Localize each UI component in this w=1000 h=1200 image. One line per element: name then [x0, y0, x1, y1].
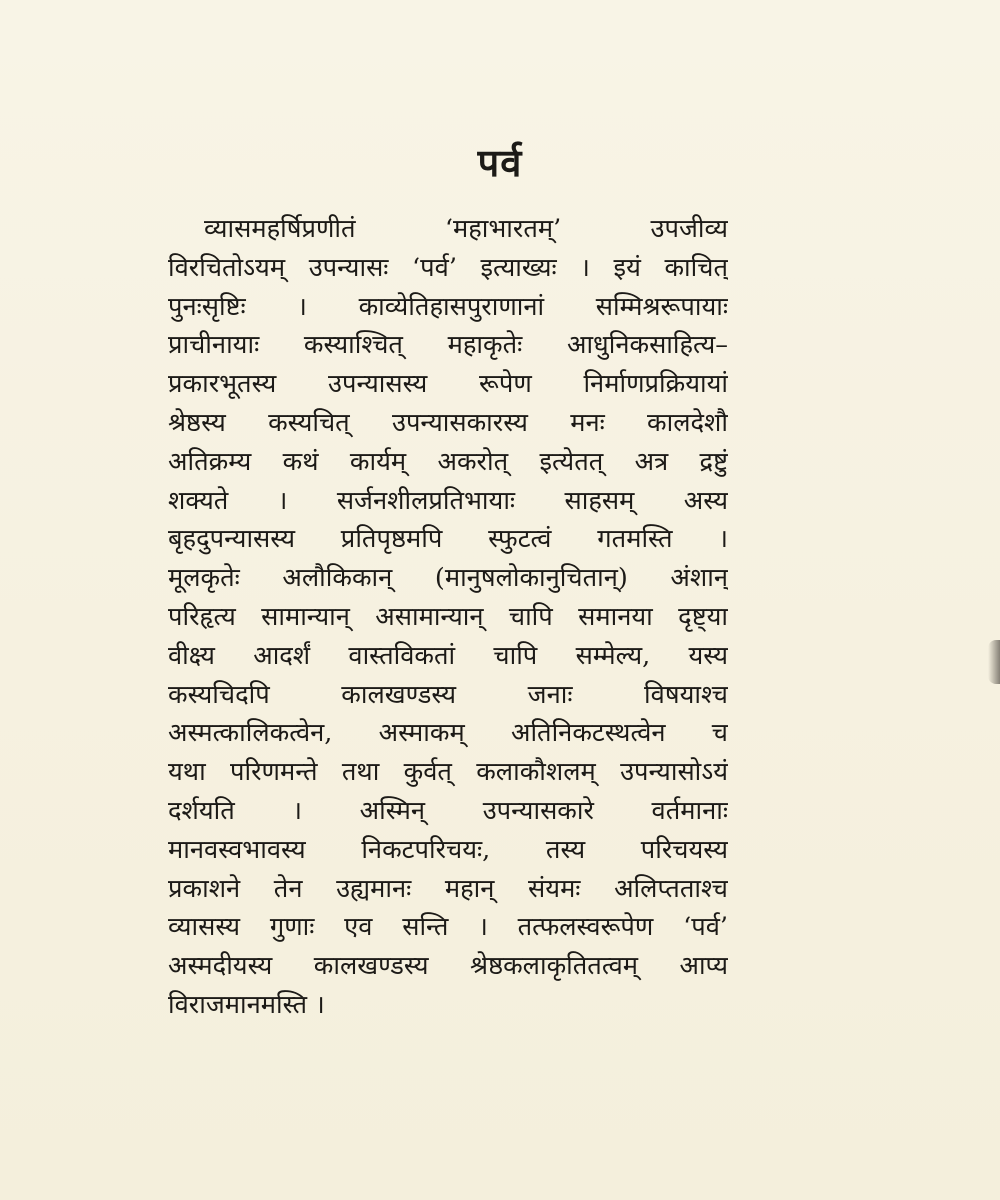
- text-line: श्रेष्ठस्य कस्यचित् उपन्यासकारस्य मनः कालदेशौ: [168, 407, 728, 438]
- text-line: दर्शयति । अस्मिन् उपन्यासकारे वर्तमानाः: [168, 795, 728, 826]
- text-line: यथा परिणमन्ते तथा कुर्वत् कलाकौशलम् उपन्यासोऽयं: [168, 757, 728, 788]
- text-line: अस्मदीयस्य कालखण्डस्य श्रेष्ठकलाकृतितत्वम् आप्य: [168, 951, 728, 982]
- text-line: प्रकारभूतस्य उपन्यासस्य रूपेण निर्माणप्रक्रियायां: [168, 369, 728, 400]
- text-line: वीक्ष्य आदर्शं वास्तविकतां चापि सम्मेल्य, यस्य: [168, 640, 728, 671]
- text-line: व्यासस्य गुणाः एव सन्ति । तत्फलस्वरूपेण ‘पर्व’: [168, 912, 728, 943]
- text-line: अस्मत्कालिकत्वेन, अस्माकम् अतिनिकटस्थत्वेन च: [168, 718, 728, 749]
- text-line: कस्यचिदपि कालखण्डस्य जनाः विषयाश्च: [168, 679, 728, 710]
- text-line: मानवस्वभावस्य निकटपरिचयः, तस्य परिचयस्य: [168, 834, 728, 865]
- text-line: प्राचीनायाः कस्याश्चित् महाकृतेः आधुनिकसाहित्य–: [168, 330, 728, 361]
- text-line: प्रकाशने तेन उह्यमानः महान् संयमः अलिप्तताश्च: [168, 873, 728, 904]
- text-line: बृहदुपन्यासस्य प्रतिपृष्ठमपि स्फुटत्वं गतमस्ति ।: [168, 524, 728, 555]
- text-line: मूलकृतेः अलौकिकान् (मानुषलोकानुचितान्) अंशान्: [168, 563, 728, 594]
- text-line: पुनःसृष्टिः । काव्येतिहासपुराणानां सम्मिश्ररूपायाः: [168, 291, 728, 322]
- paragraph: [168, 210, 728, 1025]
- text-line: विराजमानमस्ति ।: [168, 989, 325, 1020]
- text-line: विरचितोऽयम् उपन्यासः ‘पर्व’ इत्याख्यः । इयं काचित्: [168, 252, 728, 283]
- text-line: व्यासमहर्षिप्रणीतं ‘महाभारतम्’ उपजीव्य: [204, 214, 728, 244]
- page-title: पर्व: [477, 140, 523, 185]
- text-line: शक्यते । सर्जनशीलप्रतिभायाः साहसम् अस्य: [168, 485, 728, 516]
- text-line: परिहृत्य सामान्यान् असामान्यान् चापि समानया दृष्ट्या: [168, 601, 728, 632]
- page-edge-shadow: [988, 640, 1000, 684]
- text-line: अतिक्रम्य कथं कार्यम् अकरोत् इत्येतत् अत्र द्रष्टुं: [168, 446, 728, 477]
